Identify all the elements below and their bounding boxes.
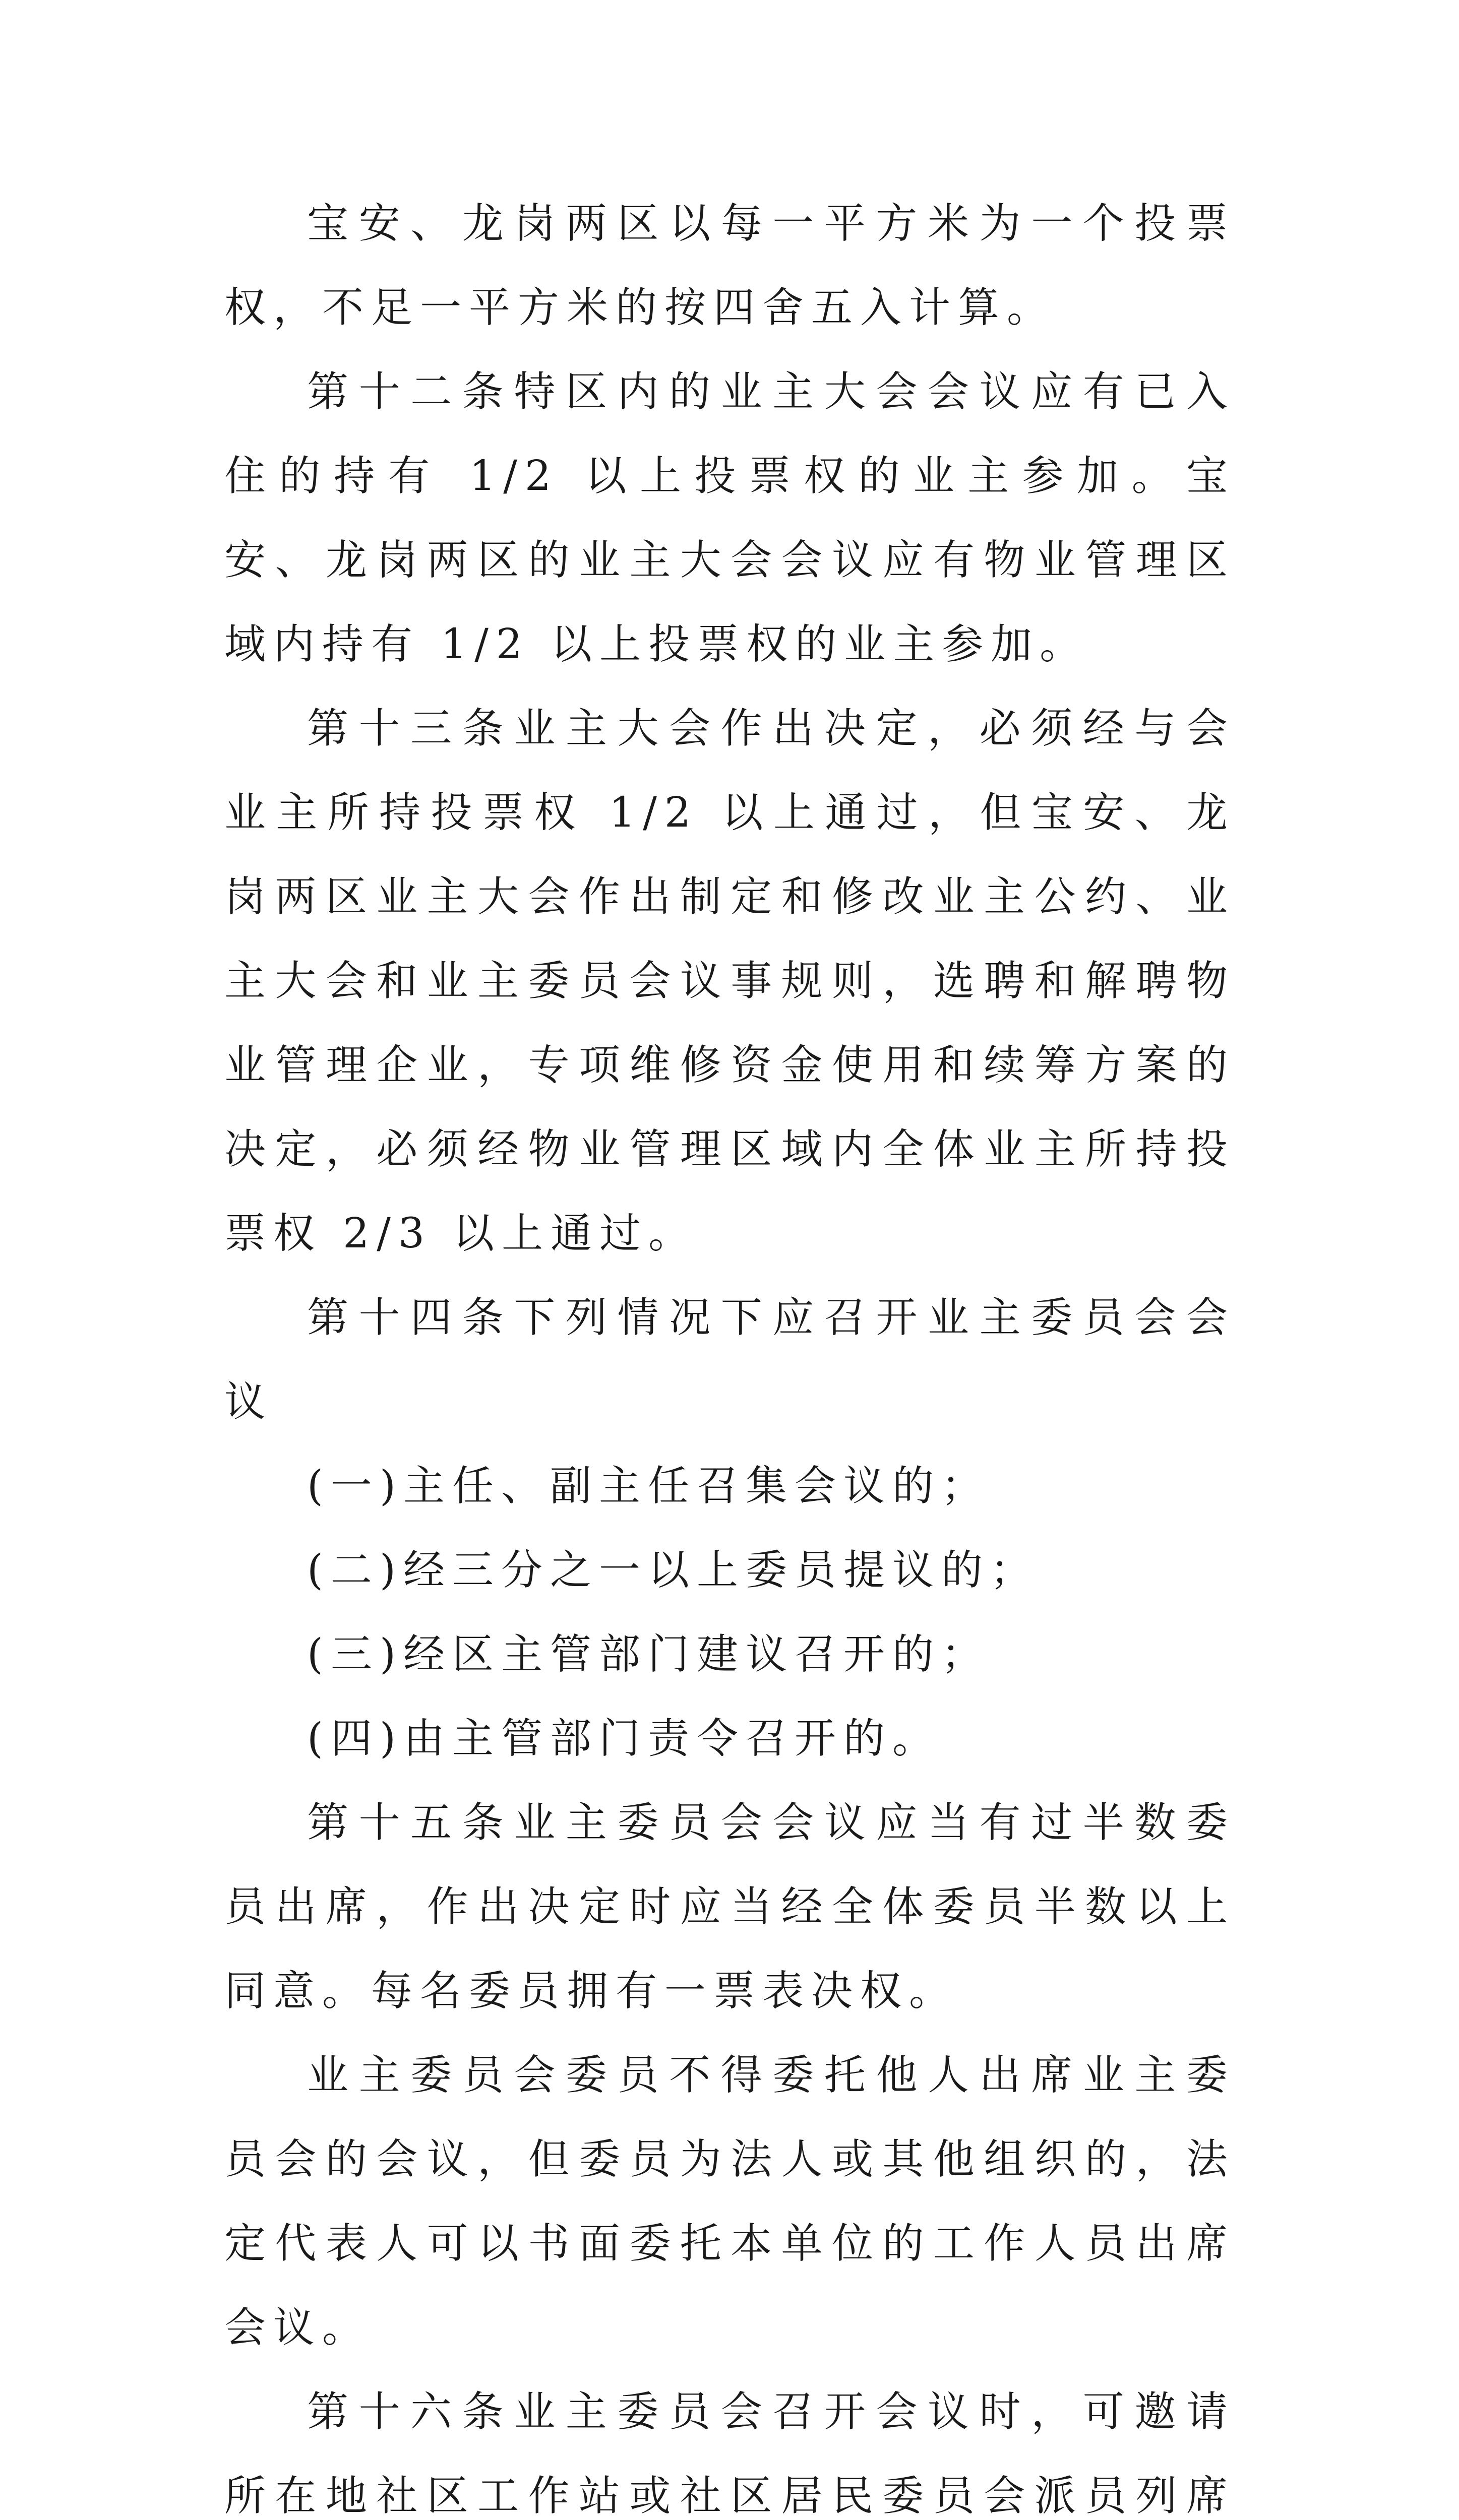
list-item-article-14-2: (二)经三分之一以上委员提议的； [307, 1546, 1039, 1594]
document-body [224, 181, 1235, 2520]
paragraph-article-12: 第十二条特区内的业主大会会议应有已入住的持有 1/2 以上投票权的业主参加。宝安、龙岗两区的业主大会会议应有物业管理区域内持有 1/2 以上投票权的业主参加。 [224, 368, 1235, 668]
list-item-article-14-1: (一)主任、副主任召集会议的； [307, 1462, 990, 1510]
paragraph-article-15: 第十五条业主委员会会议应当有过半数委员出席，作出决定时应当经全体委员半数以上同意。每名委员拥有一票表决权。 [224, 1799, 1235, 2015]
list-item-article-14-4: (四)由主管部门责令召开的。 [307, 1715, 941, 1762]
list-item-article-14-3: (三)经区主管部门建议召开的； [307, 1630, 990, 1678]
paragraph-article-13: 第十三条业主大会作出决定，必须经与会业主所持投票权 1/2 以上通过，但宝安、龙岗两区业主大会作出制定和修改业主公约、业主大会和业主委员会议事规则，选聘和解聘物业管理企业，专项维修资金使用和续筹方案的决定，必须经物业管理区域内全体业主所持投票权 2/3 以上通过。 [224, 705, 1235, 1257]
paragraph-voting-rights-baoan-longgang: 宝安、龙岗两区以每一平方米为一个投票权，不足一平方米的按四舍五入计算。 [224, 200, 1235, 332]
paragraph-article-16: 第十六条业主委员会召开会议时，可邀请所在地社区工作站或社区居民委员会派员列席 [224, 2388, 1235, 2520]
paragraph-committee-proxy: 业主委员会委员不得委托他人出席业主委员会的会议，但委员为法人或其他组织的，法定代表人可以书面委托本单位的工作人员出席会议。 [224, 2051, 1235, 2352]
paragraph-article-14: 第十四条下列情况下应召开业主委员会会议 [224, 1294, 1235, 1426]
